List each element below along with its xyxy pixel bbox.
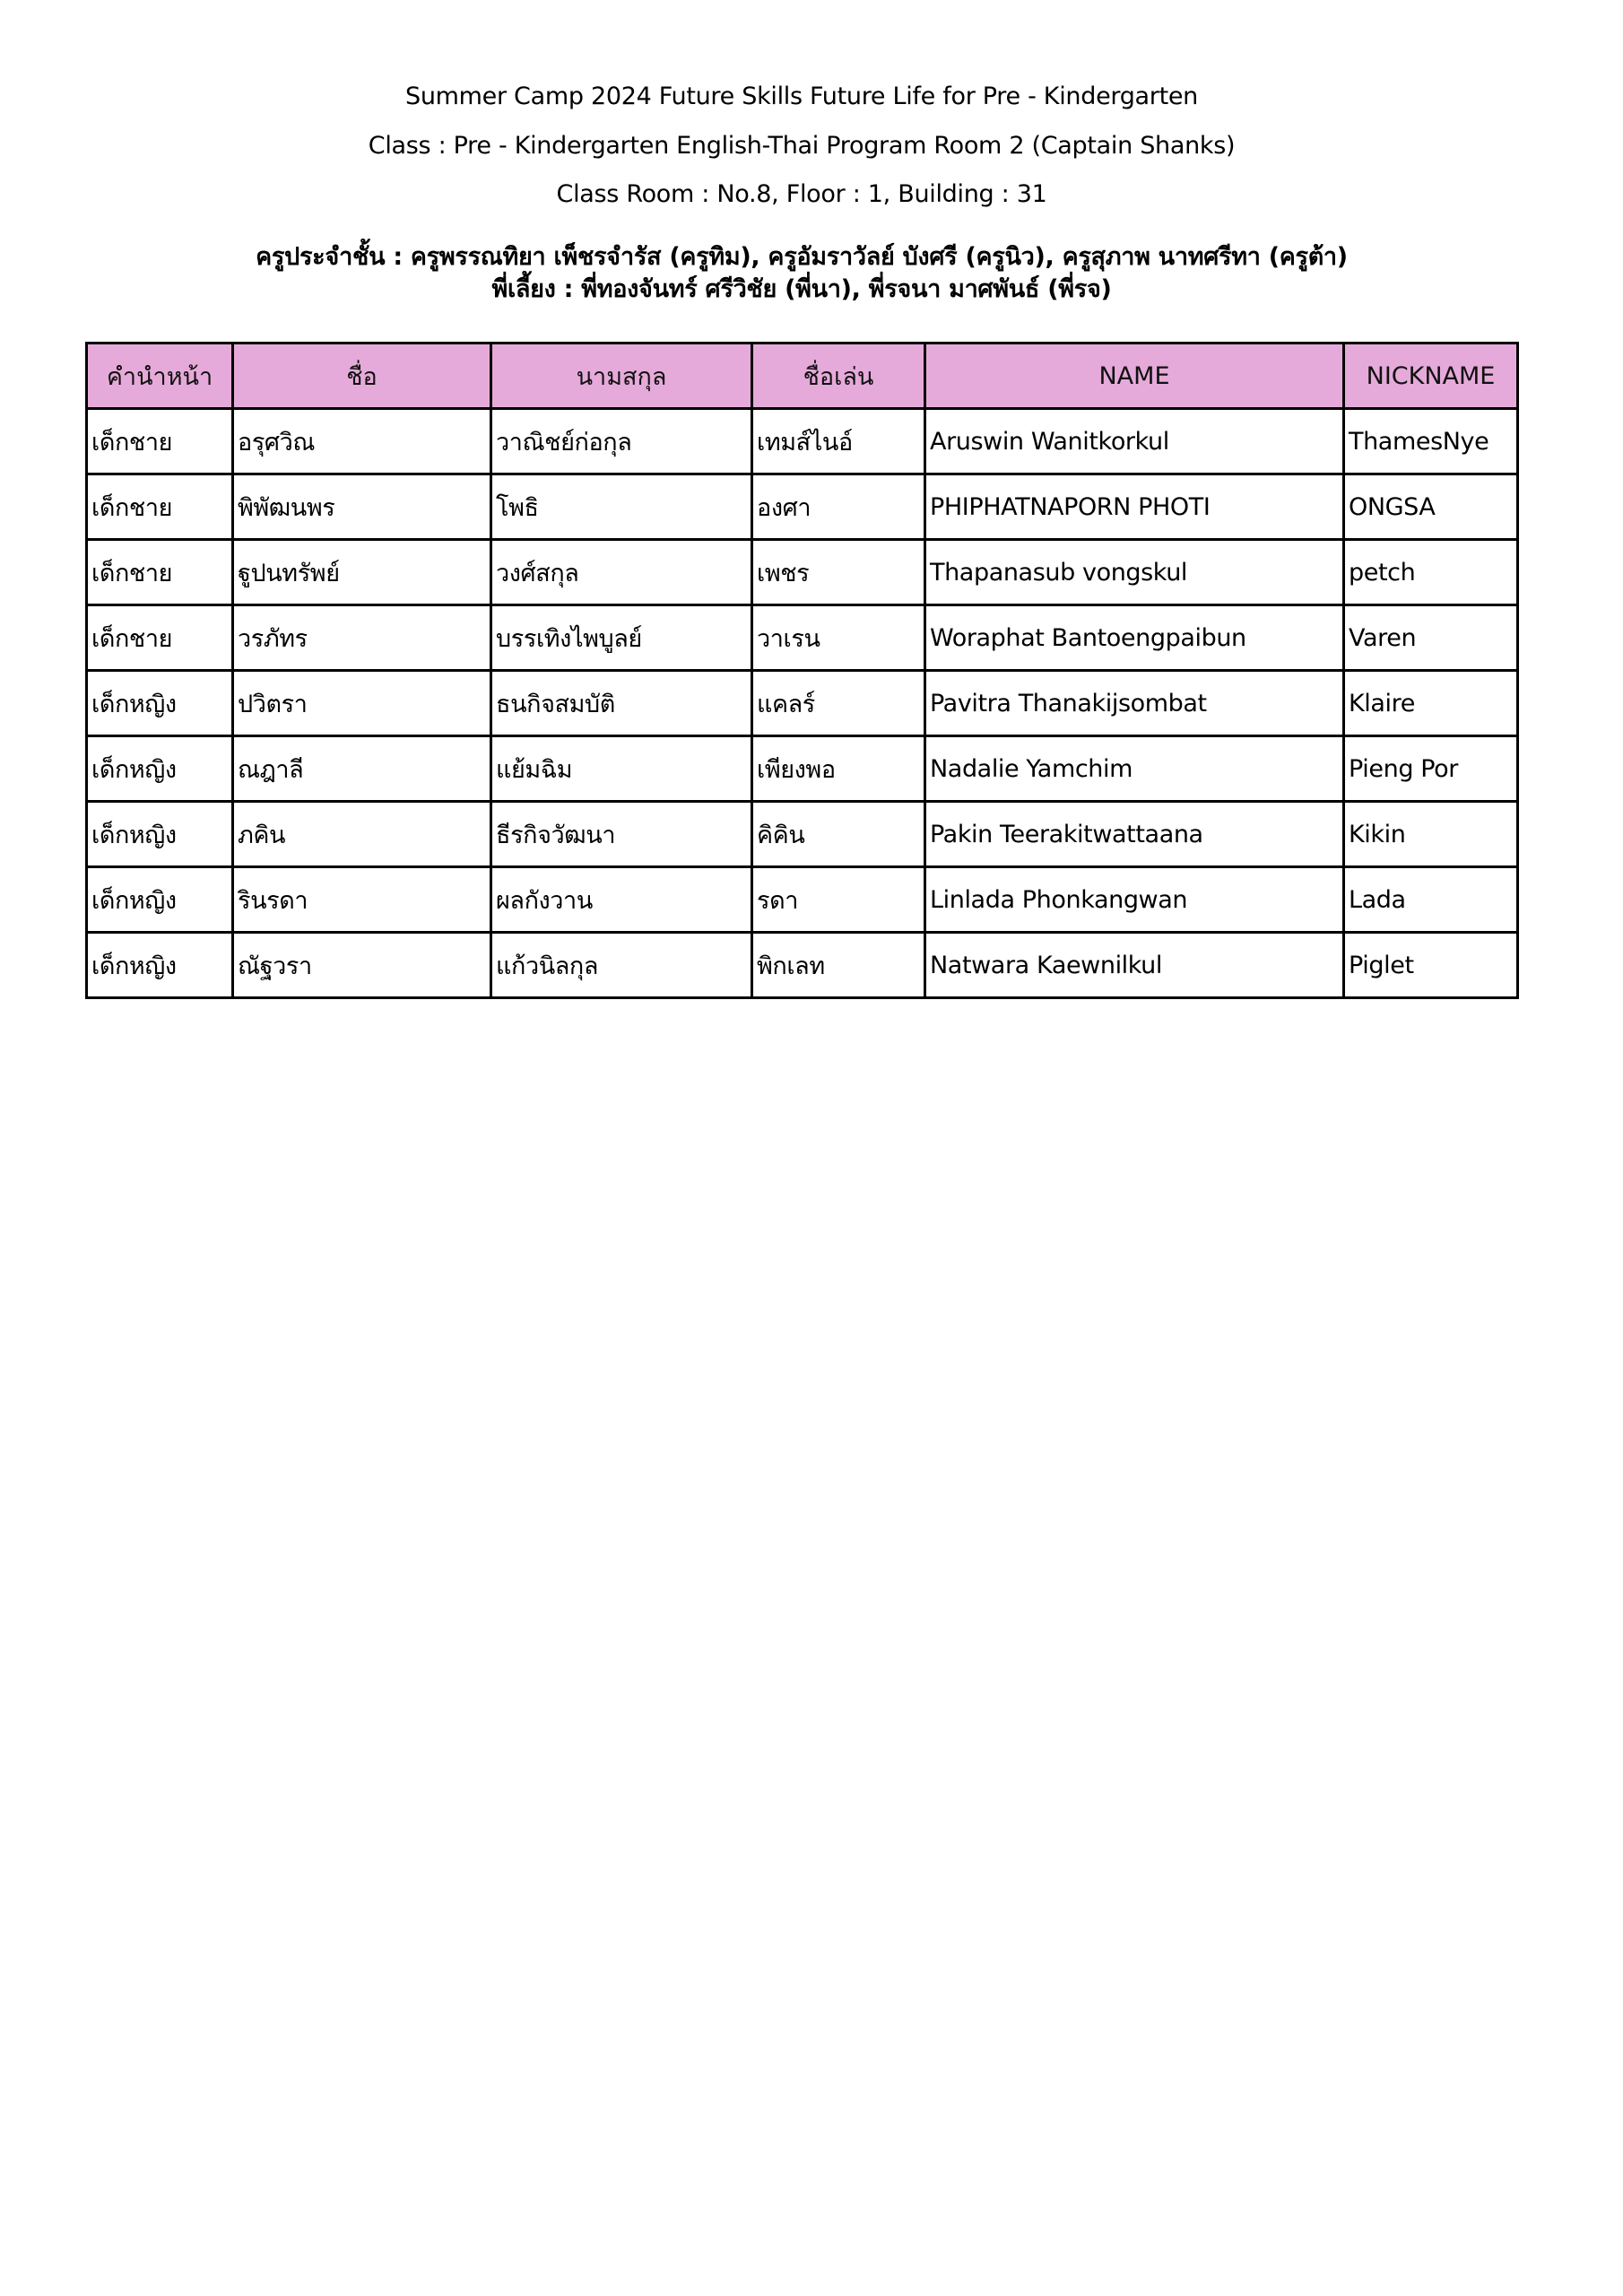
cell-nickname-en: petch: [1344, 540, 1518, 605]
table-row: [87, 540, 1518, 605]
cell-last-name-th: บรรเทิงไพบูลย์: [491, 605, 752, 671]
cell-first-name-th: ณฎาลี: [233, 736, 491, 802]
column-header-title: คำนำหน้า: [87, 344, 233, 409]
cell-first-name-th: ปวิตรา: [233, 671, 491, 736]
table-row: [87, 802, 1518, 867]
cell-name-en: Natwara Kaewnilkul: [925, 933, 1344, 998]
table-row: [87, 736, 1518, 802]
table-row: [87, 671, 1518, 736]
cell-nickname-th: องศา: [752, 474, 925, 540]
cell-last-name-th: วงศ์สกุล: [491, 540, 752, 605]
cell-name-en: Woraphat Bantoengpaibun: [925, 605, 1344, 671]
cell-name-en: Nadalie Yamchim: [925, 736, 1344, 802]
room-info: Class Room : No.8, Floor : 1, Building : 31: [556, 180, 1047, 208]
cell-first-name-th: อรุศวิณ: [233, 409, 491, 474]
cell-nickname-th: เพชร: [752, 540, 925, 605]
cell-first-name-th: ณัฐวรา: [233, 933, 491, 998]
table-row: [87, 409, 1518, 474]
cell-nickname-en: ThamesNye: [1344, 409, 1518, 474]
column-header-nickname-th: ชื่อเล่น: [752, 344, 925, 409]
cell-first-name-th: ฐูปนทรัพย์: [233, 540, 491, 605]
cell-name-en: Aruswin Wanitkorkul: [925, 409, 1344, 474]
table-row: [87, 605, 1518, 671]
table-row: [87, 867, 1518, 933]
column-header-name-en: NAME: [925, 344, 1344, 409]
column-header-first-name-th: ชื่อ: [233, 344, 491, 409]
cell-nickname-th: พิกเลท: [752, 933, 925, 998]
cell-nickname-en: Klaire: [1344, 671, 1518, 736]
cell-first-name-th: พิพัฒนพร: [233, 474, 491, 540]
cell-nickname-en: Lada: [1344, 867, 1518, 933]
cell-nickname-en: Pieng Por: [1344, 736, 1518, 802]
cell-title: เด็กชาย: [87, 474, 233, 540]
cell-nickname-th: เพียงพอ: [752, 736, 925, 802]
table-row: [87, 933, 1518, 998]
cell-last-name-th: ผลกังวาน: [491, 867, 752, 933]
cell-title: เด็กหญิง: [87, 736, 233, 802]
cell-nickname-en: Kikin: [1344, 802, 1518, 867]
table-header-row: [87, 344, 1518, 409]
cell-title: เด็กชาย: [87, 540, 233, 605]
cell-nickname-th: รดา: [752, 867, 925, 933]
cell-name-en: Pavitra Thanakijsombat: [925, 671, 1344, 736]
cell-name-en: PHIPHATNAPORN PHOTI: [925, 474, 1344, 540]
cell-title: เด็กชาย: [87, 409, 233, 474]
class-info: Class : Pre - Kindergarten English-Thai Program Room 2 (Captain Shanks): [368, 132, 1236, 160]
cell-name-en: Pakin Teerakitwattaana: [925, 802, 1344, 867]
homeroom-teachers: ครูประจำชั้น : ครูพรรณทิยา เพ็ชรจำรัส (ครูทิม), ครูอัมราวัลย์ บังศรี (ครูนิว), ครูสุภาพ นาทศรีทา (ครูต้า): [256, 243, 1348, 271]
cell-title: เด็กหญิง: [87, 671, 233, 736]
cell-name-en: Thapanasub vongskul: [925, 540, 1344, 605]
cell-nickname-th: วาเรน: [752, 605, 925, 671]
column-header-last-name-th: นามสกุล: [491, 344, 752, 409]
cell-last-name-th: วาณิชย์ก่อกุล: [491, 409, 752, 474]
cell-nickname-th: แคลร์: [752, 671, 925, 736]
document-title: Summer Camp 2024 Future Skills Future Life for Pre - Kindergarten: [405, 83, 1198, 110]
cell-nickname-en: Piglet: [1344, 933, 1518, 998]
cell-title: เด็กหญิง: [87, 867, 233, 933]
cell-first-name-th: ภคิน: [233, 802, 491, 867]
cell-title: เด็กหญิง: [87, 933, 233, 998]
cell-name-en: Linlada Phonkangwan: [925, 867, 1344, 933]
student-roster-table: [85, 342, 1519, 999]
cell-last-name-th: แย้มฉิม: [491, 736, 752, 802]
cell-last-name-th: ธีรกิจวัฒนา: [491, 802, 752, 867]
table-row: [87, 474, 1518, 540]
cell-nickname-en: ONGSA: [1344, 474, 1518, 540]
cell-first-name-th: รินรดา: [233, 867, 491, 933]
cell-last-name-th: แก้วนิลกุล: [491, 933, 752, 998]
cell-title: เด็กชาย: [87, 605, 233, 671]
cell-title: เด็กหญิง: [87, 802, 233, 867]
caretakers: พี่เลี้ยง : พี่ทองจันทร์ ศรีวิชัย (พี่นา), พี่รจนา มาศพันธ์ (พี่รจ): [491, 275, 1112, 303]
cell-first-name-th: วรภัทร: [233, 605, 491, 671]
cell-nickname-th: เทมส์ไนอ์: [752, 409, 925, 474]
cell-last-name-th: ธนกิจสมบัติ: [491, 671, 752, 736]
cell-last-name-th: โพธิ: [491, 474, 752, 540]
column-header-nickname-en: NICKNAME: [1344, 344, 1518, 409]
cell-nickname-en: Varen: [1344, 605, 1518, 671]
cell-nickname-th: คิคิน: [752, 802, 925, 867]
